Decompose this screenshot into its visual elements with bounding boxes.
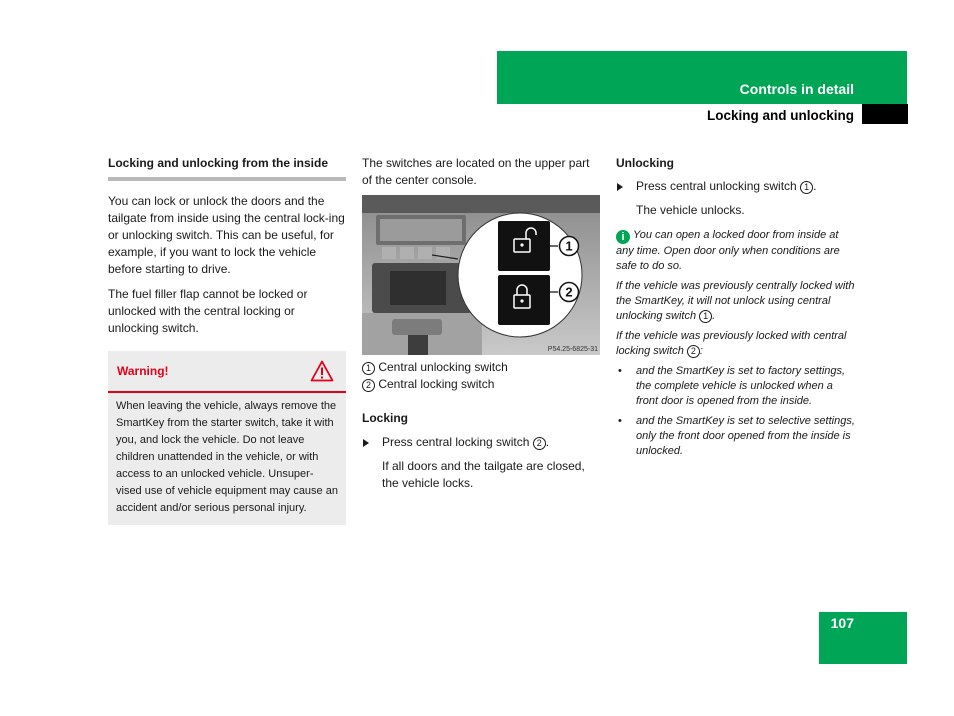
info-note: i You can open a locked door from inside at any time. Open door only when conditions are safe to do so. xyxy=(616,229,840,272)
section-title: Controls in detail xyxy=(739,81,854,97)
column-left xyxy=(108,155,346,525)
heading-locking-inside: Locking and unlocking from the inside xyxy=(108,155,346,181)
warning-box xyxy=(108,351,346,525)
heading-unlocking: Unlocking xyxy=(616,156,675,170)
warning-label: Warning! xyxy=(117,364,169,378)
fuel-flap-paragraph: The fuel filler flap cannot be locked or unlocked with the central locking or unlocking switch. xyxy=(108,287,308,335)
bullet-selective: • and the SmartKey is set to selective settings, only the front door opened from the inside is unlocked. xyxy=(618,415,855,457)
caption-unlocking: 1 Central unlocking switch xyxy=(362,359,600,376)
locking-step: Press central locking switch 2 . xyxy=(362,434,600,451)
unlocking-result: The vehicle unlocks. xyxy=(636,203,745,217)
page-number: 107 xyxy=(830,615,854,631)
info-icon: i xyxy=(616,230,630,244)
locking-result: If all doors and the tailgate are closed, the vehicle locks. xyxy=(382,459,585,490)
warning-triangle-icon xyxy=(310,360,334,382)
subsection-title: Locking and unlocking xyxy=(706,108,854,123)
step-arrow-icon xyxy=(363,439,369,447)
image-code: P54.25-6825-31 xyxy=(547,346,598,353)
callout-1: 1 xyxy=(565,238,573,254)
center-console-photo xyxy=(362,195,600,355)
unlocking-step: Press central unlocking switch 1 . xyxy=(616,178,856,195)
column-middle xyxy=(362,155,600,492)
smartkey-note: If the vehicle was previously centrally locked with the SmartKey, it will not unlock using central unlocking switch 1 . xyxy=(616,280,855,322)
bullet-factory: • and the SmartKey is set to factory settings, the complete vehicle is unlocked when a front door is opened from the inside. xyxy=(618,365,846,407)
step-arrow-icon xyxy=(617,183,623,191)
callout-2: 2 xyxy=(565,284,573,300)
switch-location-text: The switches are located on the upper part of the center console. xyxy=(362,156,590,187)
column-right xyxy=(616,155,856,459)
warning-header xyxy=(108,351,346,393)
central-lock-note: If the vehicle was previously locked with central locking switch 2 : xyxy=(616,330,847,357)
warning-text: When leaving the vehicle, always remove the SmartKey from the starter switch, take it with you, and lock the vehicle. Do not leave children unattended in the vehicle, or with access to an unlocked vehicle. Unsuper-vised use of vehicle equipment may cause an accident and/or serious personal injury. xyxy=(116,400,338,514)
caption-locking: 2 Central locking switch xyxy=(362,376,600,393)
header-tab-marker xyxy=(862,104,908,124)
heading-locking: Locking xyxy=(362,411,409,425)
intro-paragraph: You can lock or unlock the doors and the tailgate from inside using the central lock-ing or unlocking switch. This can be useful, for example, if you want to lock the vehicle before starting to drive. xyxy=(108,194,345,276)
